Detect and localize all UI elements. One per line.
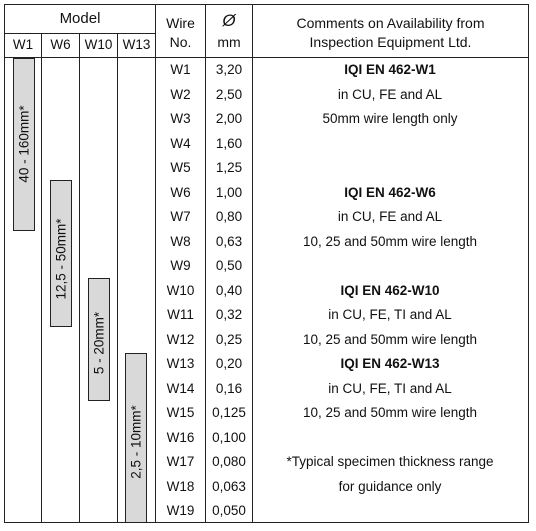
wire-diameter: 0,80: [215, 209, 243, 224]
table-row: [5, 156, 528, 181]
availability-comment: IQI EN 462-W13: [340, 356, 440, 371]
wire-number: W12: [166, 331, 195, 347]
wire-diameter: 0,100: [212, 429, 246, 445]
availability-comment: *Typical specimen thickness range: [286, 454, 494, 469]
wire-diameter: 1,60: [215, 135, 243, 151]
wire-number: W4: [170, 135, 191, 151]
table-row: [5, 450, 528, 475]
wire-diameter: 2,00: [215, 111, 243, 126]
availability-comment: 10, 25 and 50mm wire length: [302, 405, 478, 420]
table-row: [5, 205, 528, 230]
model-col-w6: W6: [50, 37, 71, 52]
model-col-w13: W13: [122, 37, 151, 52]
wire-number: W11: [167, 307, 194, 322]
wire-number: W13: [166, 356, 195, 371]
table-row: [5, 279, 528, 304]
availability-comment: in CU, FE and AL: [337, 209, 443, 224]
wire-number: W9: [170, 258, 191, 273]
availability-comment: [253, 132, 527, 157]
wire-diameter: 0,63: [215, 233, 243, 249]
table-row: [5, 303, 528, 328]
wire-diameter: 0,063: [212, 478, 246, 494]
availability-comment: in CU, FE, TI and AL: [328, 380, 452, 396]
table-row: [5, 475, 528, 500]
table-row: [5, 181, 528, 206]
table-row: [5, 107, 528, 132]
table-row: [5, 254, 528, 279]
wire-diameter: 1,00: [215, 184, 243, 200]
availability-comment: [253, 426, 527, 451]
availability-comment: for guidance only: [338, 478, 442, 494]
wire-number: W10: [166, 282, 195, 298]
iqi-wire-table: [4, 4, 529, 523]
wire-header-line2: No.: [169, 34, 192, 50]
wire-number: W1: [170, 62, 191, 77]
table-row: [5, 83, 528, 108]
wire-number: W8: [170, 233, 191, 249]
range-label-w1: 40 - 160mm*: [16, 105, 32, 183]
availability-comment: [253, 156, 527, 181]
comments-header-line1: Comments on Availability from: [296, 15, 485, 31]
wire-diameter: 0,080: [212, 454, 246, 469]
model-col-w1: W1: [12, 37, 34, 52]
availability-comment: 50mm wire length only: [322, 111, 458, 126]
availability-comment: IQI EN 462-W1: [344, 62, 436, 77]
wire-header-line1: Wire: [166, 15, 195, 31]
model-col-w10: W10: [84, 37, 113, 52]
availability-comment: [253, 254, 527, 279]
wire-number: W5: [170, 160, 191, 175]
availability-comment: [253, 499, 527, 524]
table-row: [5, 328, 528, 353]
wire-diameter: 0,32: [215, 307, 243, 322]
wire-number: W17: [166, 454, 195, 469]
wire-diameter: 1,25: [215, 160, 243, 175]
wire-diameter: 0,40: [215, 282, 243, 298]
wire-diameter: 0,25: [215, 331, 243, 347]
wire-number: W14: [166, 380, 195, 396]
wire-number: W2: [170, 86, 191, 102]
range-label-w10: 5 - 20mm*: [91, 311, 107, 375]
availability-comment: IQI EN 462-W10: [340, 282, 440, 298]
wire-number: W19: [166, 503, 195, 518]
table-row: [5, 499, 528, 524]
wire-diameter: 0,16: [215, 380, 243, 396]
table-row: [5, 401, 528, 426]
table-row: [5, 58, 528, 83]
table-row: [5, 132, 528, 157]
availability-comment: IQI EN 462-W6: [344, 184, 436, 200]
availability-comment: 10, 25 and 50mm wire length: [302, 233, 478, 249]
wire-diameter: 0,50: [215, 258, 243, 273]
table-row: [5, 377, 528, 402]
availability-comment: in CU, FE and AL: [337, 86, 443, 102]
wire-diameter: 3,20: [215, 62, 243, 77]
table-row: [5, 230, 528, 255]
wire-number: W16: [166, 429, 195, 445]
model-header: Model: [59, 10, 101, 27]
wire-number: W18: [166, 478, 195, 494]
comments-header-line2: Inspection Equipment Ltd.: [309, 34, 472, 50]
wire-number: W7: [170, 209, 191, 224]
diameter-symbol: Ø: [222, 11, 236, 30]
wire-diameter: 0,20: [215, 356, 243, 371]
table-row: [5, 352, 528, 377]
range-label-w6: 12,5 - 50mm*: [53, 218, 69, 300]
wire-number: W6: [170, 184, 191, 200]
wire-diameter: 0,125: [212, 405, 246, 420]
diameter-unit: mm: [217, 34, 241, 50]
wire-diameter: 2,50: [215, 86, 243, 102]
wire-number: W3: [170, 111, 191, 126]
availability-comment: 10, 25 and 50mm wire length: [302, 331, 478, 347]
range-label-w13: 2,5 - 10mm*: [128, 405, 144, 479]
wire-number: W15: [166, 405, 195, 420]
wire-diameter: 0,050: [212, 503, 246, 518]
table-row: [5, 426, 528, 451]
availability-comment: in CU, FE, TI and AL: [328, 307, 452, 322]
